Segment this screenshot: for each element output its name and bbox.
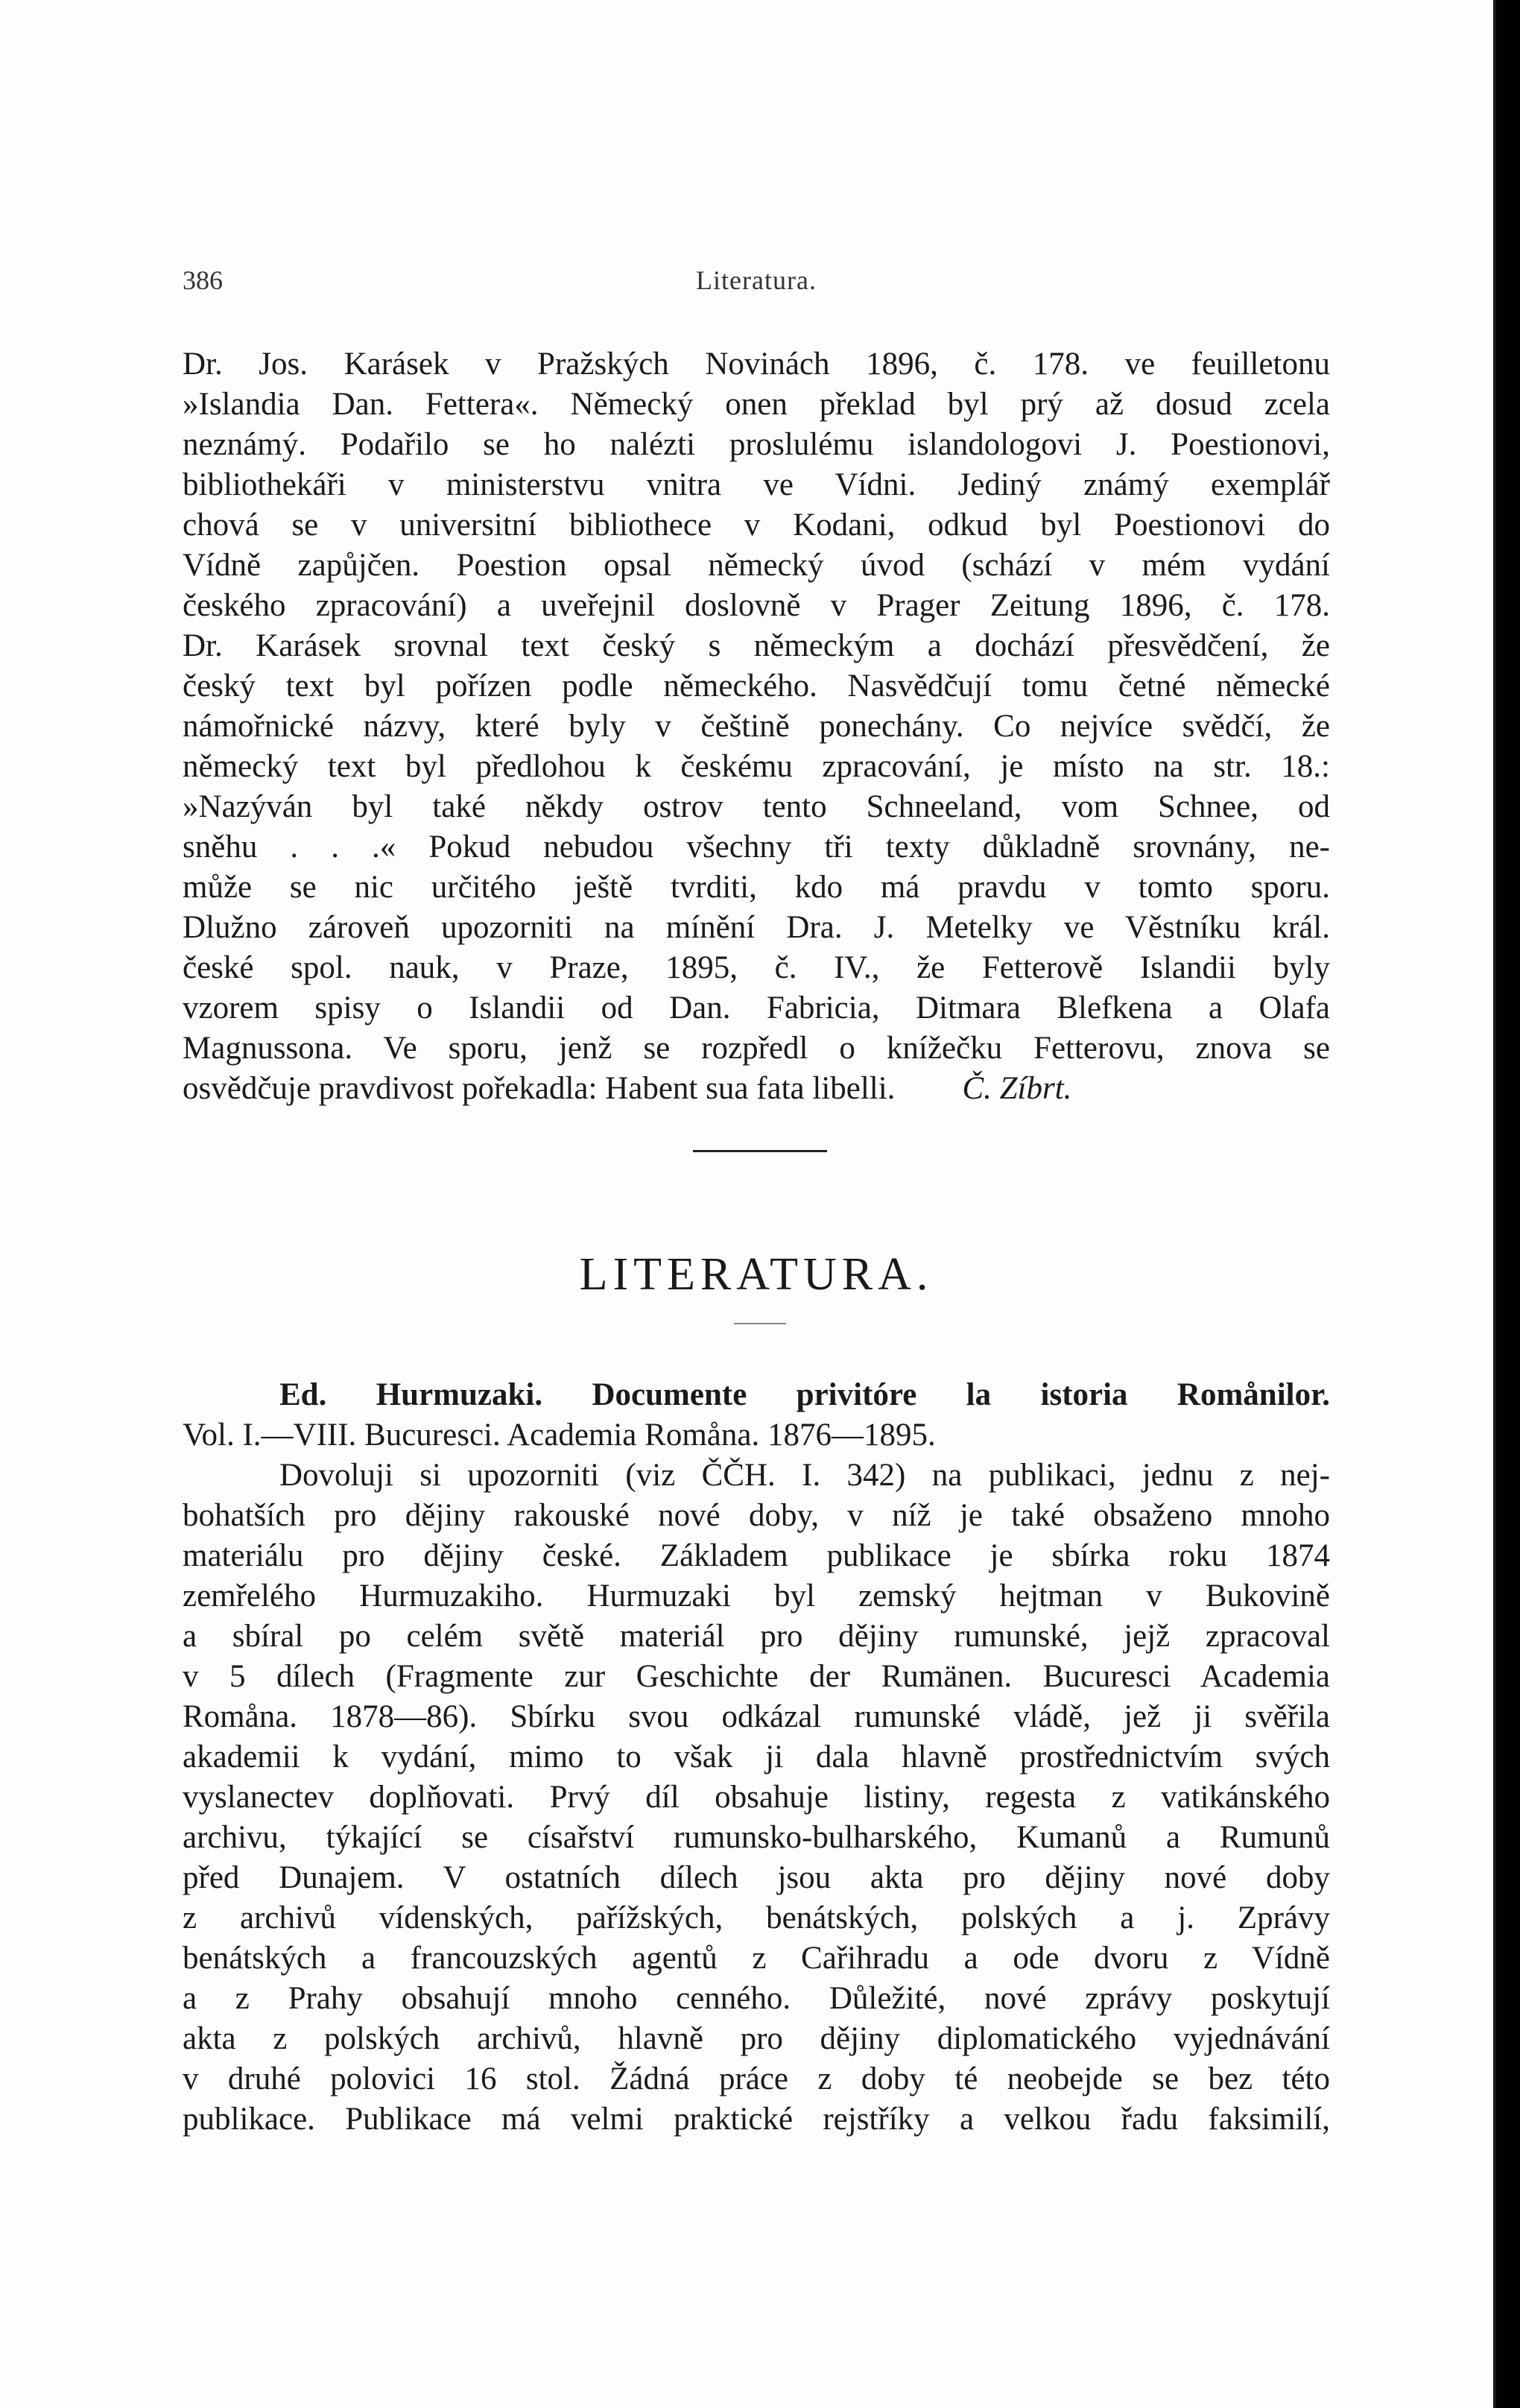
running-title: Literatura. xyxy=(696,265,817,295)
text-line: českého zpracování) a uveřejnil doslovně v Prager Zeitung 1896, č. 178. xyxy=(183,588,1330,623)
text-line: »Nazýván byl také někdy ostrov tento Schneeland, vom Schnee, od xyxy=(183,789,1330,824)
text-line: může se nic určitého ještě tvrditi, kdo má pravdu v tomto sporu. xyxy=(183,870,1330,905)
review-bibliography-details: Vol. I.—VIII. Bucuresci. Academia Romåna. 1876—1895. xyxy=(183,1418,936,1453)
text-line: archivu, týkající se císařství rumunsko-bulharského, Kumanů a Rumunů xyxy=(183,1820,1330,1855)
text-line: neznámý. Podařilo se ho nalézti proslulému islandologovi J. Poestionovi, xyxy=(183,427,1330,462)
text-line: v 5 dílech (Fragmente zur Geschichte der Rumänen. Bucuresci Academia xyxy=(183,1659,1330,1694)
text-line: Dlužno zároveň upozorniti na mínění Dra. J. Metelky ve Věstníku král. xyxy=(183,910,1330,945)
text-line: před Dunajem. V ostatních dílech jsou akta pro dějiny nové doby xyxy=(183,1860,1330,1895)
text-line: materiálu pro dějiny české. Základem publikace je sbírka roku 1874 xyxy=(183,1538,1330,1573)
text-line: z archivů vídenských, pařížských, benátských, polských a j. Zprávy xyxy=(183,1900,1330,1935)
text-line: v druhé polovici 16 stol. Žádná práce z doby té neobejde se bez této xyxy=(183,2061,1330,2096)
previous-article-body xyxy=(183,344,1330,1109)
text-line: benátských a francouzských agentů z Cařihradu a ode dvoru z Vídně xyxy=(183,1941,1330,1976)
text-line: bohatších pro dějiny rakouské nové doby, v níž je také obsaženo mnoho xyxy=(183,1498,1330,1533)
text-line: chová se v universitní bibliothece v Kodani, odkud byl Poestionovi do xyxy=(183,508,1330,543)
text-line: bibliothekáři v ministerstvu vnitra ve Vídni. Jediný známý exemplář xyxy=(183,467,1330,502)
text-line: námořnické názvy, které byly v češtině ponechány. Co nejvíce svědčí, že xyxy=(183,709,1330,744)
section-heading: LITERATURA. xyxy=(579,1249,934,1300)
heading-rule xyxy=(734,1323,786,1324)
page-number: 386 xyxy=(183,265,223,295)
text-line: akademii k vydání, mimo to však ji dala hlavně prostřednictvím svých xyxy=(183,1739,1330,1775)
text-line: zemřelého Hurmuzakiho. Hurmuzaki byl zemský hejtman v Bukovině xyxy=(183,1579,1330,1614)
text-line: vzorem spisy o Islandii od Dan. Fabricia, Ditmara Blefkena a Olafa xyxy=(183,990,1330,1026)
text-line: Dovoluji si upozorniti (viz ČČH. I. 342) na publikaci, jednu z nej- xyxy=(279,1458,1330,1493)
text-line: Vídně zapůjčen. Poestion opsal německý úvod (schází v mém vydání xyxy=(183,548,1330,583)
text-line: Magnussona. Ve sporu, jenž se rozpředl o knížečku Fetterovu, znova se xyxy=(183,1031,1330,1066)
review-body xyxy=(183,1375,1330,2140)
text-line: a z Prahy obsahují mnoho cenného. Důležité, nové zprávy poskytují xyxy=(183,1981,1330,2016)
running-head xyxy=(183,265,1330,302)
text-line: české spol. nauk, v Praze, 1895, č. IV., že Fetterově Islandii byly xyxy=(183,950,1330,985)
text-line: Dr. Jos. Karásek v Pražských Novinách 1896, č. 178. ve feuilletonu xyxy=(183,347,1330,382)
text-line: Romåna. 1878—86). Sbírku svou odkázal rumunské vládě, jež ji svěřila xyxy=(183,1699,1330,1734)
text-line: vyslanectev doplňovati. Prvý díl obsahuje listiny, regesta z vatikánského xyxy=(183,1780,1330,1815)
text-line: a sbíral po celém světě materiál pro dějiny rumunské, jejž zpracoval xyxy=(183,1619,1330,1654)
author-signature: Č. Zíbrt. xyxy=(962,1071,1072,1106)
text-line: akta z polských archivů, hlavně pro dějiny diplomatického vyjednávání xyxy=(183,2021,1330,2056)
text-line: sněhu . . .« Pokud nebudou všechny tři texty důkladně srovnány, ne- xyxy=(183,829,1330,865)
text-line: »Islandia Dan. Fettera«. Německý onen překlad byl prý až dosud zcela xyxy=(183,387,1330,422)
text-line: český text byl pořízen podle německého. Nasvědčují tomu četné německé xyxy=(183,669,1330,704)
section-divider xyxy=(693,1150,827,1152)
closing-text: osvědčuje pravdivost pořekadla: Habent sua fata libelli. xyxy=(183,1071,896,1106)
text-line: německý text byl předlohou k českému zpracování, je místo na str. 18.: xyxy=(183,749,1330,784)
review-bibliography-title: Ed. Hurmuzaki. Documente privitóre la istoria Romånilor. xyxy=(279,1377,1330,1412)
closing-line xyxy=(183,1069,1330,1109)
text-line: publikace. Publikace má velmi praktické rejstříky a velkou řadu faksimilí, xyxy=(183,2102,1330,2137)
text-line: Dr. Karásek srovnal text český s německým a dochází přesvědčení, že xyxy=(183,628,1330,663)
